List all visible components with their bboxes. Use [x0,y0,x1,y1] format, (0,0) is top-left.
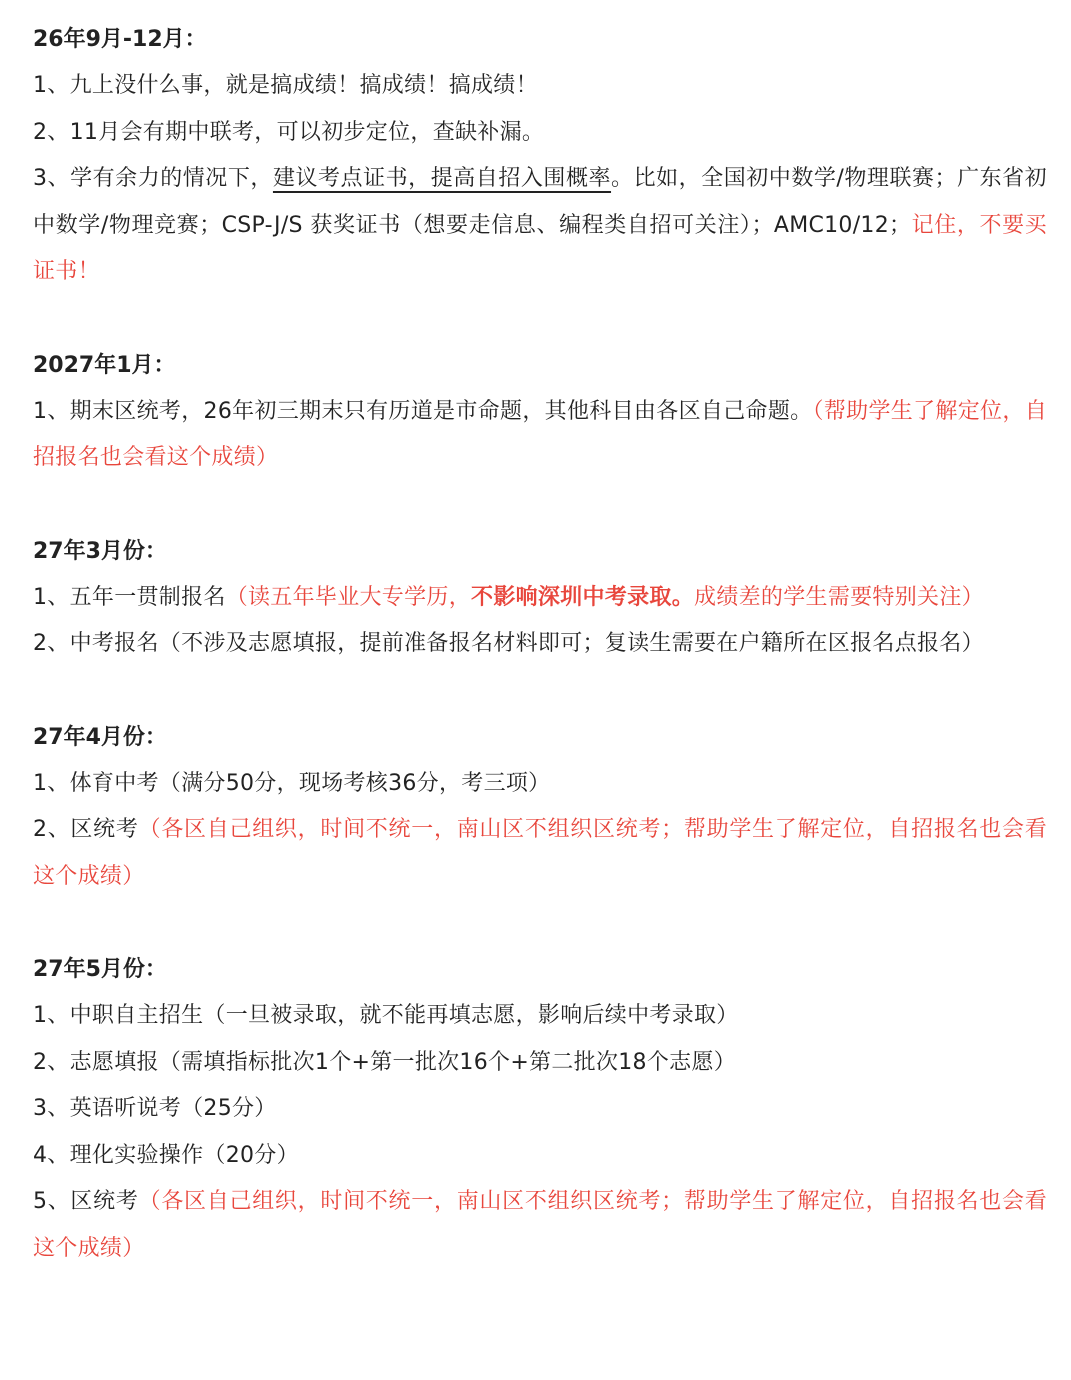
spacer [33,296,1047,343]
red-note: （帮助学生了解定位，自招报名也会看这个成绩） [33,398,1047,470]
list-item: 2、志愿填报（需填指标批次1个+第一批次16个+第二批次18个志愿） [33,1049,737,1075]
list-item [33,575,1047,622]
list-item: 4、理化实验操作（20分） [33,1142,299,1168]
list-item: 3、英语听说考（25分） [33,1096,277,1121]
section-heading: 2027年1月： [33,352,176,378]
section-heading: 27年4月份： [33,724,167,750]
section-2027-may [33,947,1047,1272]
red-bold-note: 不影响深圳中考录取。 [471,584,695,610]
item-text: 。比如，全国初中数学/物理联赛；广东省初中数学/物理竞赛；CSP-J/S 获奖证书（想要走信息、编程类自招可关注）；AMC10/12； [33,166,1047,238]
spacer [33,482,1047,529]
item-text: 1、期末区统考，26年初三期末只有历道是市命题，其他科目由各区自己命题。 [33,398,813,424]
item-text: 5、区统考 [33,1189,139,1214]
section-2026-sep-dec [33,17,1047,296]
list-item: 1、九上没什么事，就是搞成绩！搞成绩！搞成绩！ [33,73,538,98]
underlined-text: 建议考点证书，提高自招入围概率 [272,166,612,191]
item-prefix: 3、学有余力的情况下， [33,166,273,191]
list-item [33,807,1047,900]
red-note: 成绩差的学生需要特别关注） [694,584,984,610]
list-item: 1、体育中考（满分50分，现场考核36分，考三项） [33,770,551,796]
section-2027-mar [33,529,1047,668]
section-heading: 27年3月份： [33,538,167,564]
list-item: 2、11月会有期中联考，可以初步定位，查缺补漏。 [33,119,545,145]
list-item [33,1179,1047,1272]
section-2027-apr [33,715,1047,901]
red-note: 记住，不要买证书！ [33,212,1047,284]
section-heading: 26年9月-12月： [33,27,207,52]
red-note: （读五年毕业大专学历， [225,584,472,610]
item-text: 2、区统考 [33,817,139,842]
section-heading: 27年5月份： [33,957,167,982]
list-item: 1、中职自主招生（一旦被录取，就不能再填志愿，影响后续中考录取） [33,1003,739,1028]
item-text: 1、五年一贯制报名 [33,584,226,610]
section-2027-jan [33,343,1047,482]
red-note: （各区自己组织，时间不统一，南山区不组织区统考；帮助学生了解定位，自招报名也会看这个成绩） [33,1189,1047,1261]
spacer [33,668,1047,715]
red-note: （各区自己组织，时间不统一，南山区不组织区统考；帮助学生了解定位，自招报名也会看这个成绩） [33,817,1047,889]
list-item: 2、中考报名（不涉及志愿填报，提前准备报名材料即可；复读生需要在户籍所在区报名点报名） [33,631,984,656]
list-item [33,156,1047,296]
spacer [33,900,1047,947]
list-item [33,389,1047,482]
